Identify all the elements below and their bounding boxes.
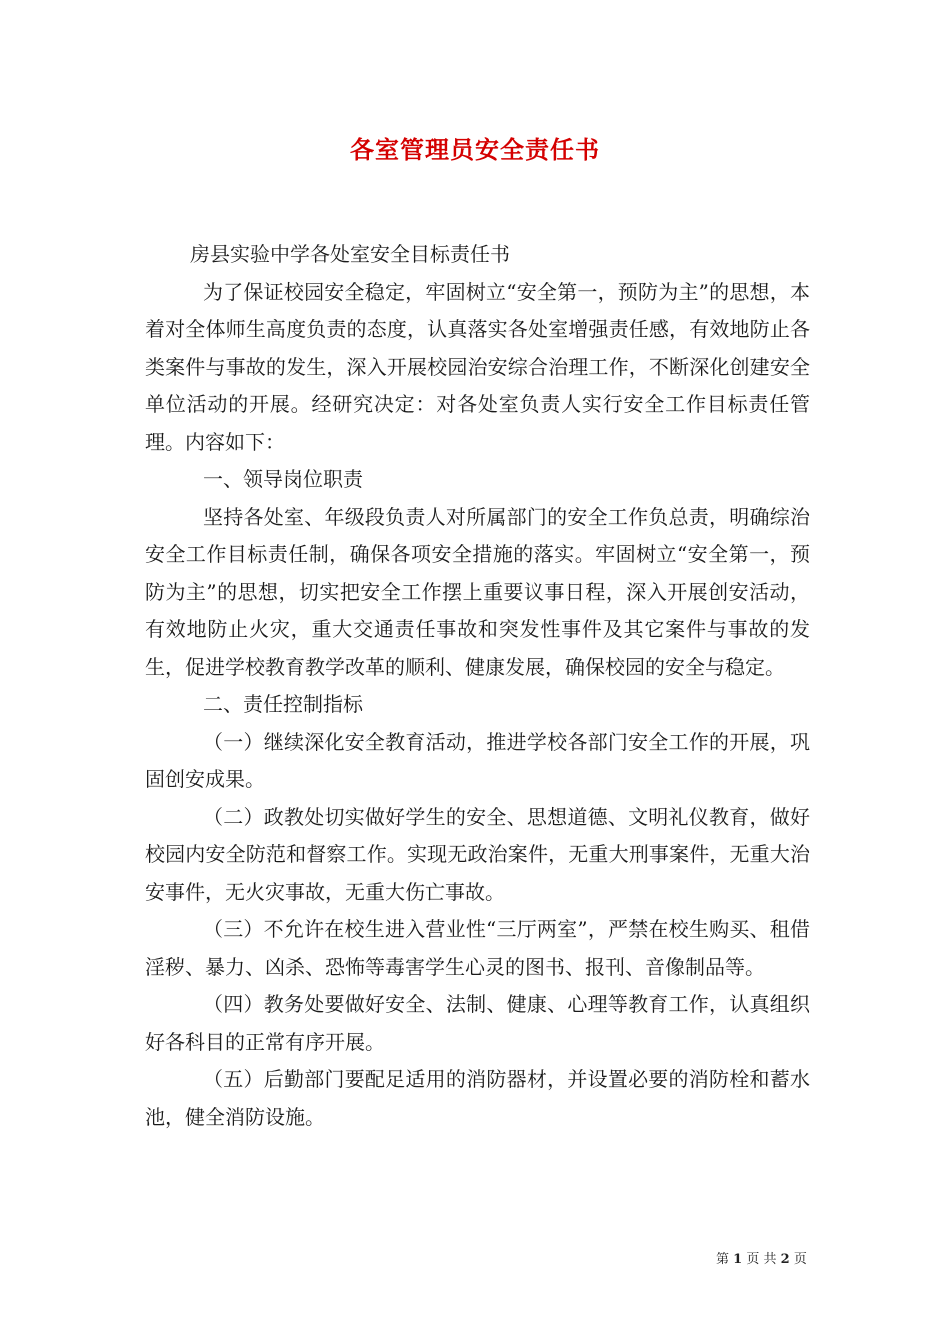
footer-suffix: 页 xyxy=(793,1252,807,1267)
paragraph-section-1: 坚持各处室、年级段负责人对所属部门的安全工作负总责，明确综治安全工作目标责任制，确保各项安全措施的落实。牢固树立“安全第一，预防为主”的思想，切实把安全工作摆上重要议事日程，深入开展创安活动，有效地防止火灾，重大交通责任事故和突发性事件及其它案件与事故的发生，促进学校教育教学改革的顺利、健康发展，确保校园的安全与稳定。 xyxy=(145,504,810,679)
document-body xyxy=(145,236,810,1136)
list-item-1: （一）继续深化安全教育活动，推进学校各部门安全工作的开展，巩固创安成果。 xyxy=(145,729,810,791)
footer-prefix: 第 xyxy=(716,1252,730,1267)
section-heading-2: 二、责任控制指标 xyxy=(203,692,363,716)
section-heading-1: 一、领导岗位职责 xyxy=(203,467,363,491)
footer-middle: 页 共 xyxy=(746,1252,777,1267)
document-title: 各室管理员安全责任书 xyxy=(350,136,600,164)
page-footer xyxy=(716,1248,807,1267)
list-item-5: （五）后勤部门要配足适用的消防器材，并设置必要的消防栓和蓄水池，健全消防设施。 xyxy=(145,1067,810,1129)
list-item-3: （三）不允许在校生进入营业性“三厅两室”，严禁在校生购买、租借淫秽、暴力、凶杀、恐怖等毒害学生心灵的图书、报刊、音像制品等。 xyxy=(145,917,810,979)
list-item-2: （二）政教处切实做好学生的安全、思想道德、文明礼仪教育，做好校园内安全防范和督察工作。实现无政治案件，无重大刑事案件，无重大治安事件，无火灾事故，无重大伤亡事故。 xyxy=(145,804,810,904)
footer-current-page: 1 xyxy=(733,1252,743,1267)
list-item-4: （四）教务处要做好安全、法制、健康、心理等教育工作，认真组织好各科目的正常有序开展。 xyxy=(145,992,810,1054)
paragraph-subtitle: 房县实验中学各处室安全目标责任书 xyxy=(190,242,510,266)
paragraph-intro: 为了保证校园安全稳定，牢固树立“安全第一，预防为主”的思想，本着对全体师生高度负责的态度，认真落实各处室增强责任感，有效地防止各类案件与事故的发生，深入开展校园治安综合治理工作，不断深化创建安全单位活动的开展。经研究决定：对各处室负责人实行安全工作目标责任管理。内容如下： xyxy=(145,279,810,454)
footer-total-pages: 2 xyxy=(780,1252,790,1267)
